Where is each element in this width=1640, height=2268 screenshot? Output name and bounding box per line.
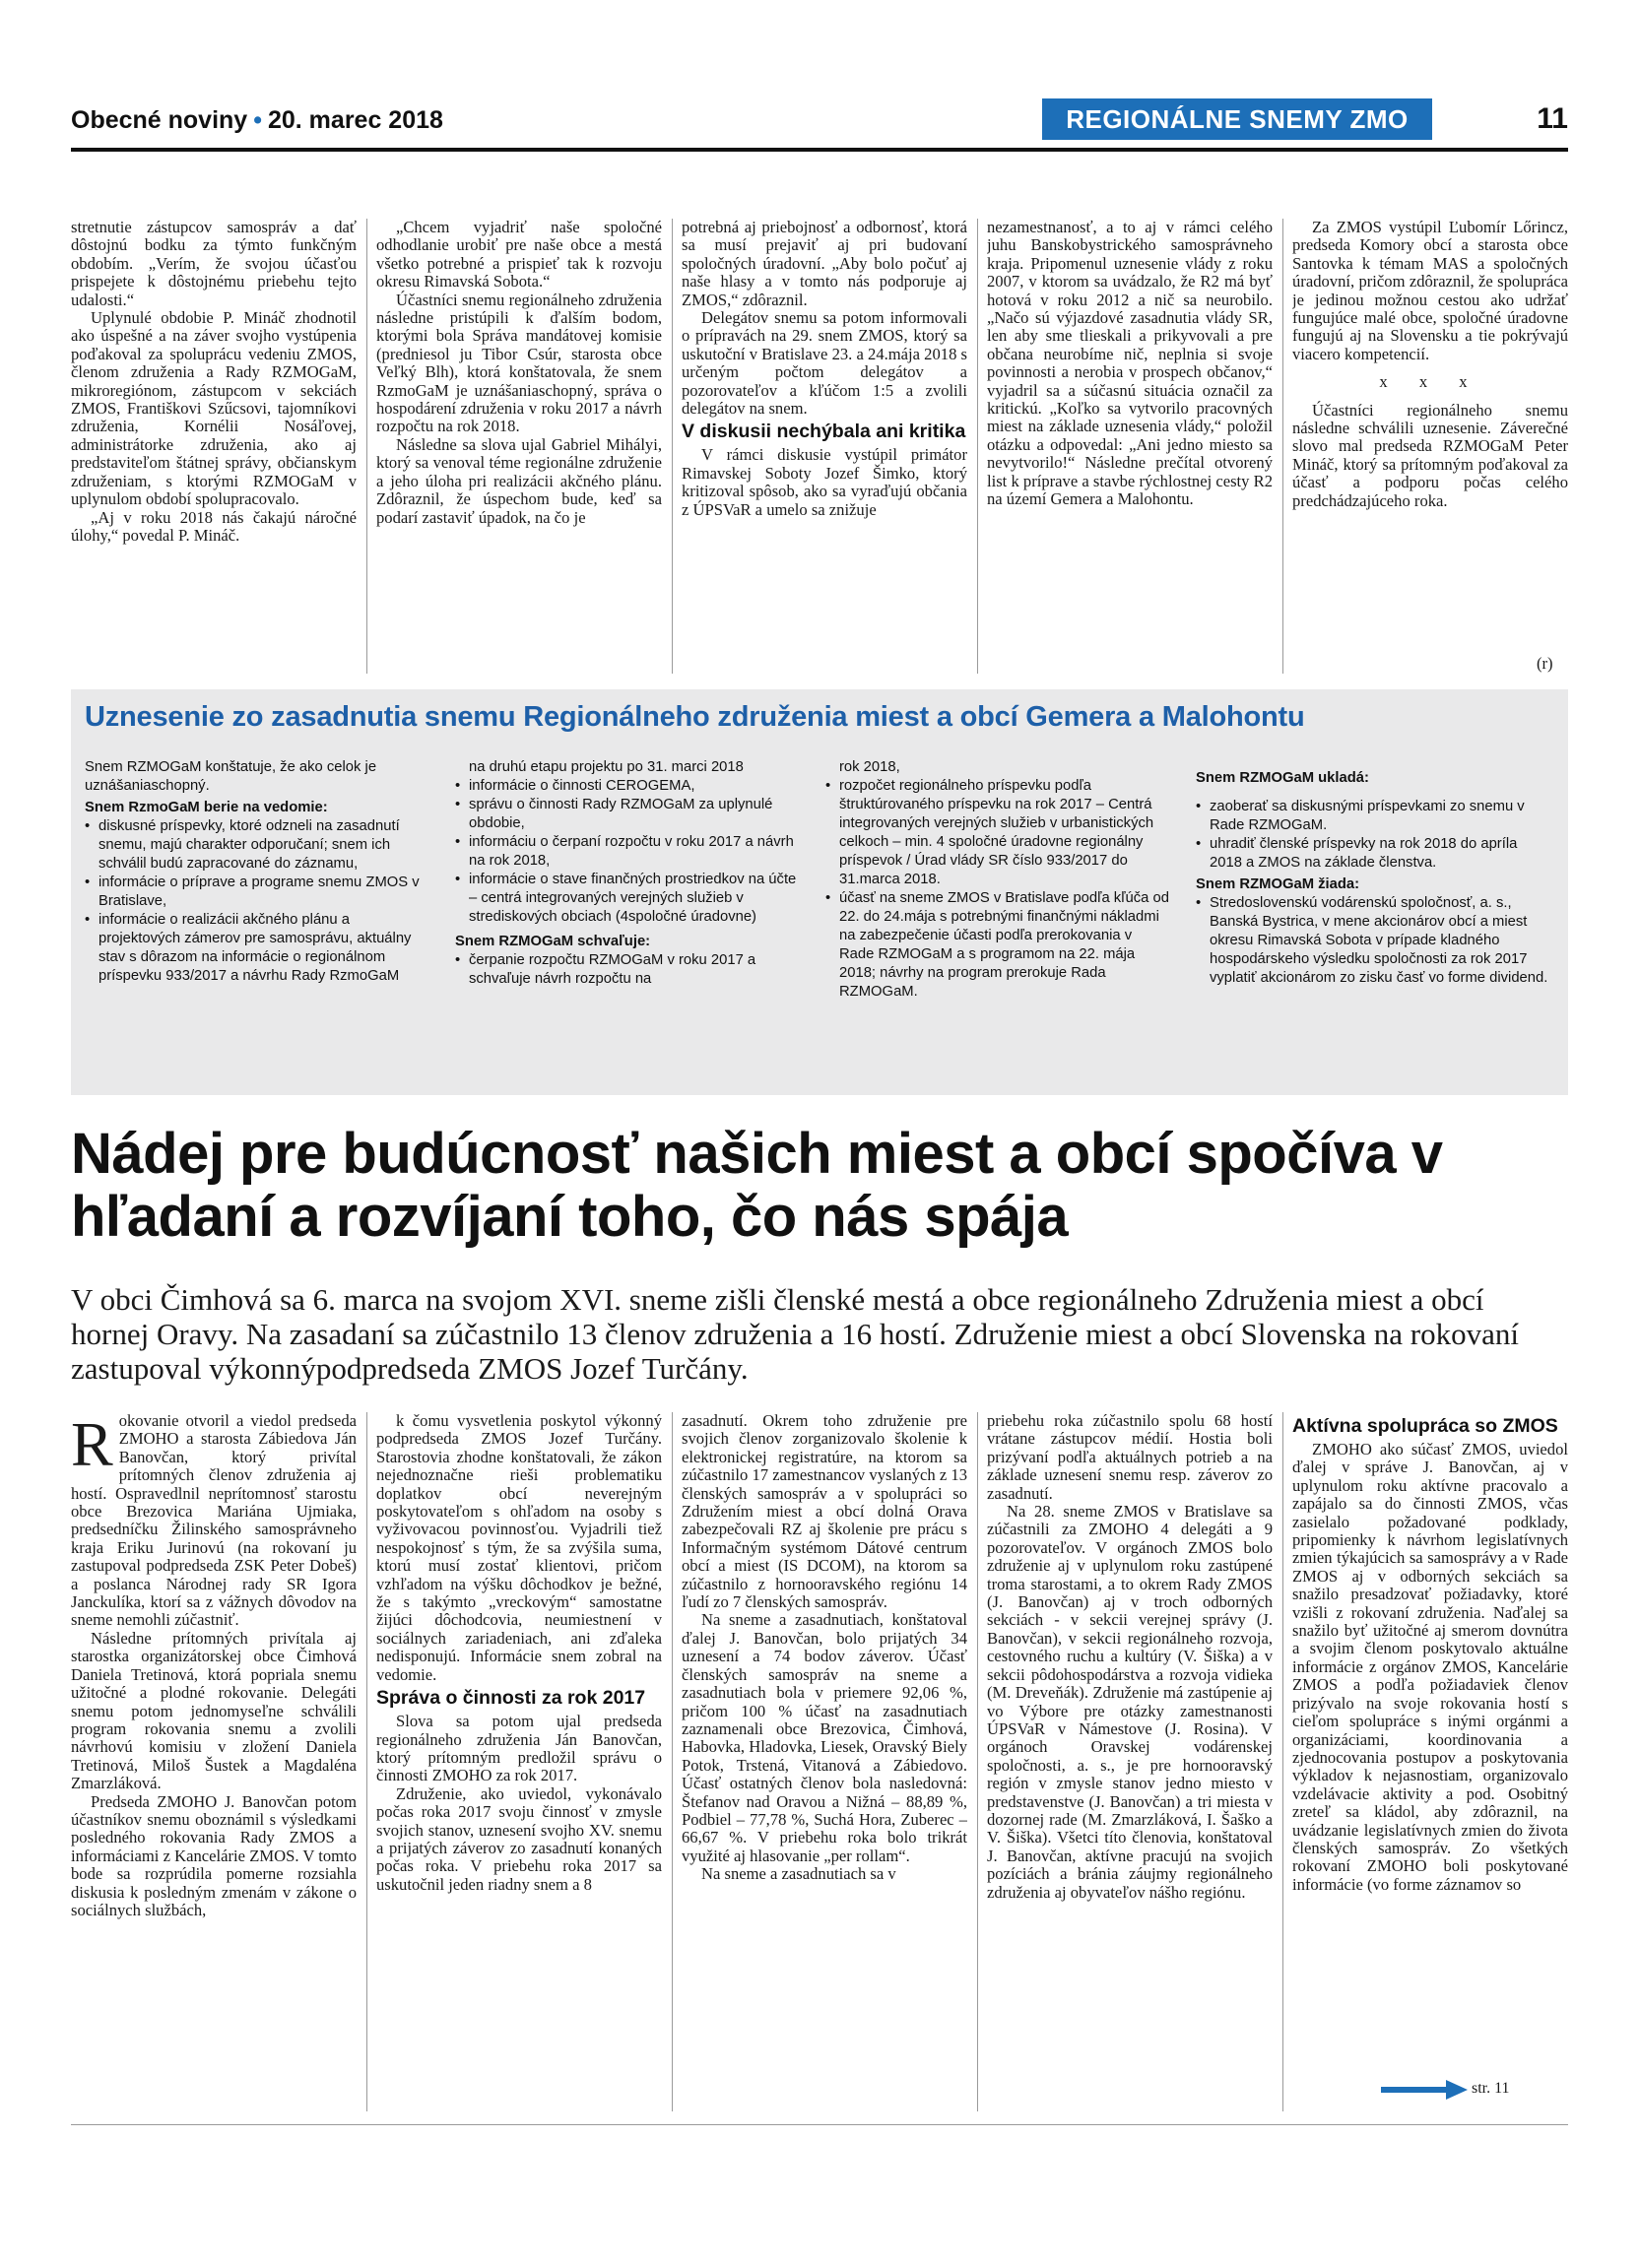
paragraph: „Aj v roku 2018 nás čakajú náročné úlohy,“ povedal P. Mináč.: [71, 507, 357, 545]
top-column-3: [682, 219, 967, 680]
resolution-item: • účasť na sneme ZMOS v Bratislave podľa kľúča od 22. do 24.mája s potrebnými finančnými nákladmi na zabezpečenie účasti podľa prerokovania v Rade RZMOGaM a s programom na 22. mája 2018; návrhy na program prerokuje Rada RZMOGaM.: [825, 889, 1170, 1002]
resolution-heading: Snem RZMOGaM schvaľuje:: [455, 934, 651, 949]
subheading: V diskusii nechýbala ani kritika: [682, 421, 966, 443]
column-divider: [672, 219, 673, 674]
paper-name: Obecné noviny: [71, 106, 248, 134]
resolution-item: • čerpanie rozpočtu RZMOGaM v roku 2017 a schvaľuje návrh rozpočtu na: [455, 951, 800, 989]
column-divider: [1282, 1412, 1283, 2111]
paragraph: stretnutie zástupcov samospráv a dať dôstojnú bodku za týmto funkčným obdobím. „Verím, že svojou účasťou prispejete k dôstojnému priebehu tejto udalosti.“: [71, 219, 357, 309]
paragraph: Predseda ZMOHO J. Banovčan potom účastníkov snemu oboznámil s výsledkami posledného rokovania Rady ZMOS a informáciami z Kancelárie ZMOS. V tomto bode sa rozprúdila pomerne rozsiahla diskusia k posledným zmenám v zákone o sociálnych službách,: [71, 1791, 357, 1919]
resolution-title: Uznesenie zo zasadnutia snemu Regionálneho združenia miest a obcí Gemera a Malohontu: [85, 701, 1305, 733]
resolution-list: [1196, 894, 1550, 988]
resolution-heading: Snem RZMOGaM žiada:: [1196, 876, 1360, 892]
issue-date: 20. marec 2018: [267, 106, 443, 134]
bottom-column-5: [1292, 1412, 1568, 2070]
section-separator: x x x: [1379, 372, 1481, 392]
resolution-intro: Snem RZMOGaM konštatuje, že ako celok je uznášaniaschopný.: [85, 759, 377, 794]
top-column-1: [71, 219, 357, 680]
paragraph: Za ZMOS vystúpil Ľubomír Lőrincz, predseda Komory obcí a starosta obce Santovka k témam MAS a spoločných úradovní, pričom zdôraznil, že spolupráca je jedinou možnou cestou ako udržať fungujúce malé obce, spoločné úradovne fungujú aj na Slovensku a tie pokrývajú viacero kompetencií.: [1292, 219, 1568, 363]
column-divider: [672, 1412, 673, 2111]
subheading: Správa o činnosti za rok 2017: [376, 1687, 646, 1710]
resolution-item: • uhradiť členské príspevky na rok 2018 do apríla 2018 a ZMOS na základe členstva.: [1196, 835, 1550, 873]
paragraph: Rokovanie otvoril a viedol predseda ZMOHO a starosta Zábiedova Ján Banovčan, ktorý privítal prítomných členov združenia aj hostí. Ospravedlnil neprítomnosť starostu obce Brezovica Mariána Ujmiaka, predsedníčku Žilinského samosprávneho kraja Eriku Jurinovú (na rokovaní ju zastupoval podpredseda ZSK Peter Dobeš) a poslanca Národnej rady SR Igora Janckulíka, ktorí sa z vážnych dôvodov na sneme nemohli zúčastniť.: [71, 1412, 357, 1630]
page-header: [71, 98, 1568, 144]
resolution-item: • správu o činnosti Rady RZMOGaM za uplynulé obdobie,: [455, 796, 800, 833]
resolution-heading: Snem RzmoGaM berie na vedomie:: [85, 800, 328, 815]
resolution-item: • zaoberať sa diskusnými príspevkami zo snemu v Rade RZMOGaM.: [1196, 798, 1550, 835]
column-divider: [977, 219, 978, 674]
paragraph: Účastníci snemu regionálneho združenia následne pristúpili k ďalším bodom, ktorými bola Správa mandátovej komisie (predniesol ju Tibor Csúr, starosta obce Veľký Blh), ktorá konštatovala, že snem RzmoGaM je uznášaniaschopný, správa o hospodárení združenia v roku 2017 a návrh rozpočtu na rok 2018.: [376, 290, 662, 436]
resolution-heading: Snem RZMOGaM ukladá:: [1196, 770, 1369, 786]
resolution-column-3: [825, 758, 1170, 1002]
paragraph: Delegátov snemu sa potom informovali o prípravách na 29. snem ZMOS, ktorý sa uskutoční v Bratislave 23. a 24.mája 2018 s určeným počtom delegátov a pozorovateľov a kľúčom 1:5 a zvolili delegátov na snem.: [682, 308, 967, 419]
paragraph: V rámci diskusie vystúpil primátor Rimavskej Soboty Jozef Šimko, ktorý kritizoval spôsob, ako sa vyraďujú občania z ÚPSVaR a umelo sa znižuje: [682, 445, 967, 519]
paragraph: Združenie, ako uviedol, vykonávalo počas roka 2017 svoju činnosť v zmysle svojich stanov, uznesení svojho XV. snemu a prijatých záverov zo zasadnutí konaných počas roka. V priebehu roka 2017 sa uskutočnil jeden riadny snem a 8: [376, 1783, 662, 1894]
paragraph: potrebná aj priebojnosť a odbornosť, ktorá sa musí prejaviť aj pri budovaní spoločných úradovní. „Aby bolo počuť aj naše hlasy a v tomto nás podporuje aj ZMOS,“ zdôraznil.: [682, 219, 967, 309]
resolution-column-4: [1196, 766, 1550, 988]
paragraph: k čomu vysvetlenia poskytol výkonný podpredseda ZMOS Jozef Turčány. Starostovia zhodne konštatovali, že zákon nejednoznačne rieši problematiku doplatkov obcí neverejným poskytovateľom s ohľadom na osoby s vyživovacou povinnosťou. Vyjadrili tiež nespokojnosť s tým, že sa zvýšila suma, ktorú musí zostať klientovi, pričom vzhľadom na výšku dôchodkov je bežné, že s takýmto „vreckovým“ samostatne žijúci dôchodcovia, neumiestnení v sociálnych zariadeniach, ani zďaleka nedisponujú. Informácie snem zobral na vedomie.: [376, 1412, 662, 1684]
top-column-4: [987, 219, 1273, 680]
paragraph: Následne prítomných privítala aj starostka organizátorskej obce Čimhová Daniela Tretinová, ktorá popriala snemu užitočné a plodné rokovanie. Delegáti snemu potom jednomyseľne schválili program rokovania snemu a zvolili návrhovú komisiu v zložení Daniela Tretinová, Miloš Šustek a Magdaléna Zmarzláková.: [71, 1628, 357, 1793]
column-divider: [366, 1412, 367, 2111]
header-rule: [71, 148, 1568, 152]
paragraph: ZMOHO ako súčasť ZMOS, uviedol ďalej v správe J. Banovčan, aj v uplynulom roku aktívne pracovalo a zapájalo sa do činnosti ZMOS, včas zasielalo požadované podklady, pripomienky k návrhom legislatívnych zmien týkajúcich sa samosprávy a v Rade ZMOS aj v odborných sekciách sa snažilo presadzovať požiadavky, ktoré vzišli z rokovaní združenia. Naďalej sa snažilo byť užitočné aj smerom dovnútra a svojim členom poskytovalo aktuálne informácie z orgánov ZMOS, Kancelárie ZMOS a podľa požiadaviek členov prizývalo na svoje rokovania hostí s cieľom spolupráce s inými orgánmi a organizáciami, koordinovania a zjednocovania postupov a poskytovania výkladov k nejasnostiam, organizovalo vzdelávacie aktivity a pod. Osobitný zreteľ sa kládol, aby zdôraznil, na uvádzanie legislatívnych zmien do života členských samospráv. Zo všetkých rokovaní ZMOHO boli poskytované informácie (vo forme záznamov so: [1292, 1440, 1568, 1894]
paragraph: Na sneme a zasadnutiach sa v: [701, 1864, 896, 1884]
top-column-2: [376, 219, 662, 680]
bottom-column-3: [682, 1412, 967, 2113]
section-rubric: REGIONÁLNE SNEMY ZMO: [1042, 98, 1432, 140]
separator-dot: •: [253, 106, 262, 134]
resolution-list: [825, 777, 1170, 1002]
column-divider: [366, 219, 367, 674]
resolution-item: • diskusné príspevky, ktoré odzneli na zasadnutí snemu, majú charakter odporučaní; snem ich schválil budú zapracované do záznamu,: [85, 817, 429, 874]
resolution-item: • informácie o príprave a programe snemu ZMOS v Bratislave,: [85, 874, 429, 911]
resolution-column-1: [85, 758, 429, 986]
resolution-list: [455, 777, 800, 927]
paragraph: Uplynulé obdobie P. Mináč zhodnotil ako úspešné a na záver svojho vystúpenia poďakoval za spoluprácu vedeniu ZMOS, členom združenia a Rady RZMOGaM, mikroregiónom, zástupcom v sekciách ZMOS, Františkovi Szűcsovi, tajomníkovi združenia, Kornélii Nosáľovej, administrátorke združenia, ako aj predstaviteľom štátnej správy, občianskym združeniam, s ktorými RZMOGaM v uplynulom období spolupracovalo.: [71, 308, 357, 509]
paragraph: Na sneme a zasadnutiach, konštatoval ďalej J. Banovčan, bolo prijatých 34 uznesení a 74 bodov záverov. Účasť členských samospráv na sneme a zasadnutiach bola v priemere 92,06 %, pričom 100 % účasť na zasadnutiach zaznamenali obce Brezovica, Čimhová, Habovka, Hladovka, Liesek, Oravský Biely Potok, Trstená, Vitanová a Zábiedovo. Účasť ostatných členov bola nasledovná: Štefanov nad Oravou a Nižná – 88,89 %, Podbiel – 77,78 %, Suchá Hora, Zuberec – 66,67 %. V priebehu roka bolo trikrát využité aj hlasovanie „per rollam“.: [682, 1610, 967, 1865]
column-divider: [977, 1412, 978, 2111]
resolution-item: • informáciu o čerpaní rozpočtu v roku 2017 a návrh na rok 2018,: [455, 833, 800, 871]
paragraph: Slova sa potom ujal predseda regionálneho združenia Ján Banovčan, ktorý prítomným predložil správu o činnosti ZMOHO za rok 2017.: [376, 1712, 662, 1785]
resolution-item: • rozpočet regionálneho príspevku podľa štruktúrovaného príspevku na rok 2017 – Centrá integrovaných verejných služieb v urbanistických celkoch – min. 4 spoločné úradovne regionálny príspevok / Úrad vlády SR číslo 933/2017 do 31.marca 2018.: [825, 777, 1170, 889]
masthead: [71, 106, 443, 135]
resolution-list: [455, 951, 800, 989]
bottom-rule: [71, 2124, 1568, 2125]
column-divider: [1282, 219, 1283, 674]
resolution-item: • informácie o stave finančných prostriedkov na účte – centrá integrovaných verejných služieb v strediskových obciach (4spoločné úradovne): [455, 871, 800, 927]
arrow-right-icon: [1381, 2078, 1470, 2102]
drop-cap: R: [71, 1412, 113, 1479]
bottom-column-2: [376, 1412, 662, 2113]
top-column-5: [1292, 219, 1568, 652]
paragraph: Účastníci regionálneho snemu následne schválili uznesenie. Záverečné slovo mal predseda RZMOGaM Peter Mináč, ktorý sa prítomným poďakoval za účasť a podporu počas celého predchádzajúceho roka.: [1292, 400, 1568, 510]
paragraph: zasadnutí. Okrem toho združenie pre svojich členov zorganizovalo školenie k elektronickej registratúre, na ktorom sa zúčastnilo 17 zamestnancov vyslaných z 13 členských samospráv a v spolupráci so Združením miest a obcí dolná Orava zabezpečovali RZ aj školenie pre prácu s Informačným systémom Dátové centrum obcí a miest (IS DCOM), na ktorom sa zúčastnilo z hornooravského regiónu 14 ľudí zo 7 členských samospráv.: [682, 1412, 967, 1612]
resolution-column-2: [455, 758, 800, 989]
article-headline: Nádej pre budúcnosť našich miest a obcí spočíva v hľadaní a rozvíjaní toho, čo nás spája: [71, 1122, 1443, 1249]
paragraph: „Chcem vyjadriť naše spoločné odhodlanie urobiť pre naše obce a mestá všetko potrebné a prispieť tak k rozvoju okresu Rimavská Sobota.“: [376, 219, 662, 292]
paragraph: Na 28. sneme ZMOS v Bratislave sa zúčastnili za ZMOHO 4 delegáti a 9 pozorovateľov. V orgánoch ZMOS bolo združenie aj v uplynulom roku zastúpené troma starostami, a to okrem Rady ZMOS (J. Banovčan) aj v troch odborných sekciách - v sekcii verejnej správy (J. Banovčan), v sekcii regionálneho rozvoja, cestovného ruchu a kultúry (V. Šiška) a v sekcii pôdohospodárstva a rozvoja vidieka (M. Dreveňák). Združenie má zastúpenie aj vo Výbore pre otázky zamestnanosti ÚPSVaR v Námestove (J. Rosina). V orgánoch Oravskej vodárenskej spoločnosti, a. s., je pre hornooravský región v zmysle stanov jedno miesto v predstavenstve (J. Banovčan) a tri miesta v dozornej rade (M. Zmarzláková, I. Šaško a V. Šiška). Všetci títo členovia, konštatoval J. Banovčan, aktívne pracujú na svojich pozíciách a bránia záujmy regionálneho združenia aj obyvateľov nášho regiónu.: [987, 1502, 1273, 1902]
resolution-item: • Stredoslovenskú vodárenskú spoločnosť, a. s., Banská Bystrica, v mene akcionárov obcí a miest okresu Rimavská Sobota v prípade kladného hospodárskeho výsledku spoločnosti za rok 2017 vyplatiť akcionárom zo zisku časť vo forme dividend.: [1196, 894, 1550, 988]
continuation-reference: str. 11: [1472, 2080, 1510, 2097]
page-number: 11: [1537, 102, 1568, 135]
resolution-continuation: rok 2018,: [839, 759, 900, 775]
resolution-continuation: na druhú etapu projektu po 31. marci 2018: [469, 759, 744, 775]
resolution-item: • informácie o realizácii akčného plánu a projektových zámerov pre samosprávu, aktuálny stav s dôrazom na informácie o regionálnom príspevku 933/2017 a návrhu Rady RzmoGaM: [85, 911, 429, 986]
bottom-column-4: [987, 1412, 1273, 2113]
paragraph: Následne sa slova ujal Gabriel Mihályi, ktorý sa venoval téme regionálne združenie a jeho úloha pri realizácii akčného plánu. Zdôraznil, že úspechom bude, keď sa podarí zastaviť úpadok, na čo je: [376, 434, 662, 527]
author-signature: (r): [1537, 654, 1553, 673]
resolution-box: [71, 689, 1568, 1095]
resolution-item: • informácie o činnosti CEROGEMA,: [455, 777, 800, 796]
resolution-list: [1196, 798, 1550, 873]
resolution-list: [85, 817, 429, 986]
article-lead: V obci Čimhová sa 6. marca na svojom XVI. sneme zišli členské mestá a obce regionálneho Združenia miest a obcí hornej Oravy. Na zasadaní sa zúčastnilo 13 členov združenia a 16 hostí. Združenie miest a obcí Slovenska na rokovaní zastupoval výkonnýpodpredseda ZMOS Jozef Turčány.: [71, 1282, 1520, 1386]
paragraph: priebehu roka zúčastnilo spolu 68 hostí vrátane zástupcov médií. Hostia boli prizývaní podľa aktuálnych potrieb a na základe uznesení snemu resp. záverov zo zasadnutí.: [987, 1412, 1273, 1503]
bottom-column-1: [71, 1412, 357, 2113]
paragraph: nezamestnanosť, a to aj v rámci celého juhu Banskobystrického samosprávneho kraja. Pripomenul uznesenie vlády z roku 2007, v ktorom sa uvádzalo, že R2 má byť hotová v roku 2012 a nič sa neurobilo. „Načo sú výjazdové zasadnutia vlády SR, len aby sme tlieskali a prikyvovali a pre občana neurobíme nič, neplnia si svoje povinnosti a nerobia v prospech občanov,“ vyjadril sa a súčasnú situácia označil za kritickú. „Koľko sa vytvorilo pracovných miest na základe uznesenia vlády,“ položil otázku a odpovedal: „Ani jedno miesto sa nevytvorilo!“ Následne prečítal otvorený list k príprave a stavbe rýchlostnej cesty R2 na území Gemera a Malohontu.: [987, 219, 1273, 509]
subheading: Aktívna spolupráca so ZMOS: [1292, 1415, 1558, 1437]
